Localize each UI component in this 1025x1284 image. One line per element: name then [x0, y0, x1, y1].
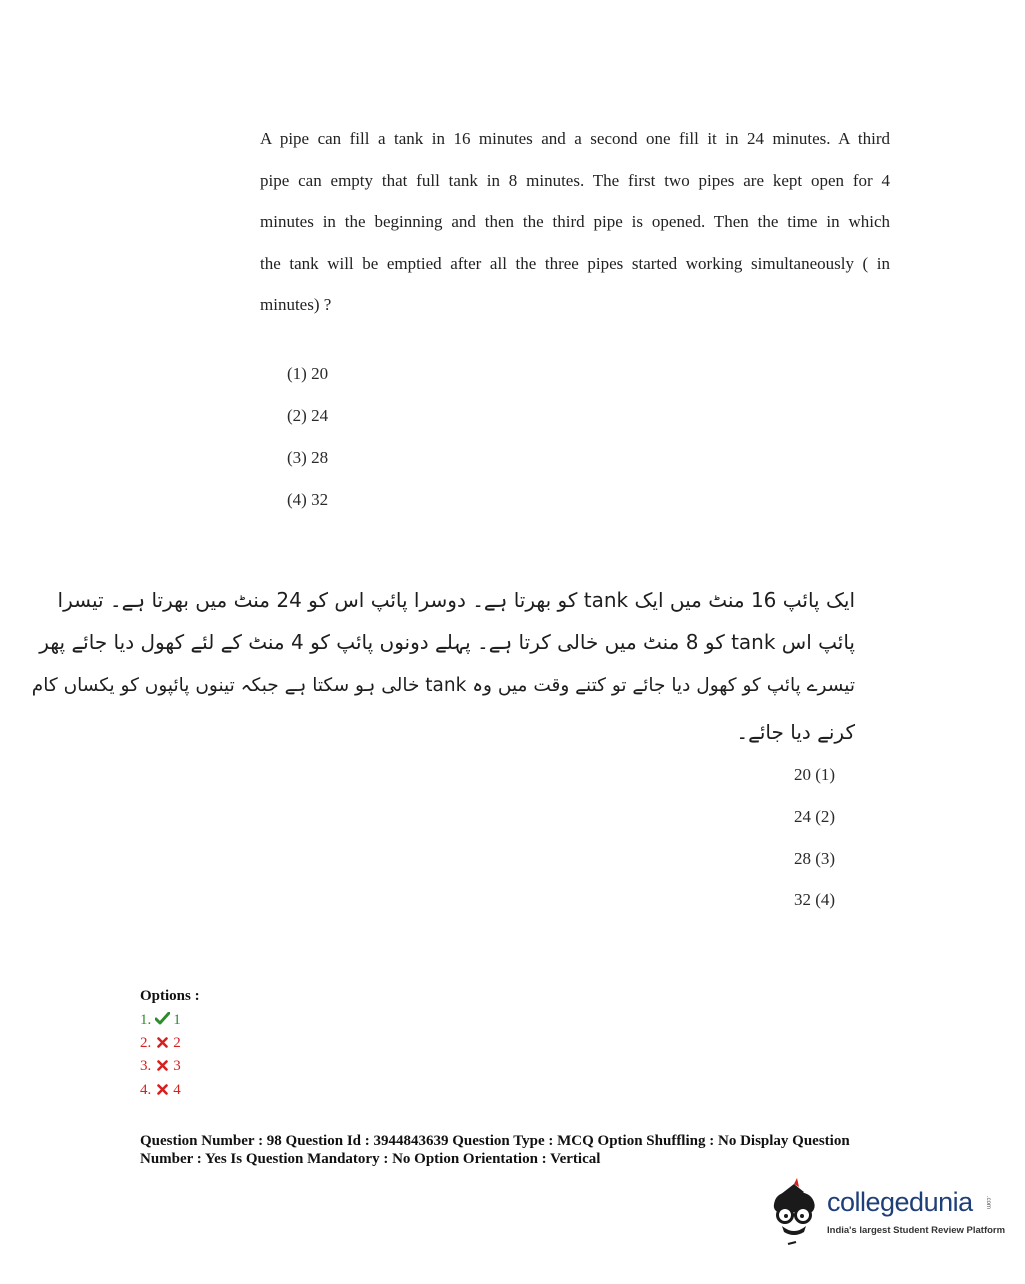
answer-option-2	[140, 1035, 181, 1052]
option-en-1: (1) 20	[287, 364, 329, 383]
answer-option-4	[140, 1082, 181, 1099]
answer-label: 1	[173, 1012, 181, 1028]
option-en-3: (3) 28	[287, 448, 329, 467]
check-icon	[155, 1012, 169, 1029]
answer-number: 4.	[140, 1082, 152, 1098]
question-urdu-line: پائپ اس tank کو 8 منٹ میں خالی کرتا ہے۔ پہلے دونوں پائپ کو 4 منٹ کے لئے کھول دیا جائے پھر	[39, 630, 855, 654]
option-ur-2: 24 (2)	[794, 807, 836, 826]
answer-label: 3	[173, 1058, 181, 1074]
option-ur-1: 20 (1)	[794, 765, 836, 784]
brand-name: collegedunia	[827, 1187, 973, 1217]
answer-option-3	[140, 1058, 181, 1075]
option-ur-3: 28 (3)	[794, 849, 836, 868]
metadata-line: Number : Yes Is Question Mandatory : No Option Orientation : Vertical	[140, 1151, 601, 1167]
options-title: Options :	[140, 988, 200, 1004]
metadata-line: Question Number : 98 Question Id : 3944843639 Question Type : MCQ Option Shuffling : No Display Question	[140, 1133, 850, 1149]
answer-number: 1.	[140, 1012, 152, 1028]
brand-tagline: India's largest Student Review Platform	[827, 1225, 1006, 1236]
collegedunia-logo	[768, 1178, 1006, 1248]
question-line: minutes) ?	[260, 295, 332, 314]
question-english	[260, 118, 890, 326]
question-urdu-line: تیسرے پائپ کو کھول دیا جائے تو کتنے وقت میں وہ tank خالی ہو سکتا ہے جبکہ تینوں پائپوں کو یکساں کام	[31, 675, 855, 696]
question-urdu-line: ایک پائپ 16 منٹ میں ایک tank کو بھرتا ہے۔ دوسرا پائپ اس کو 24 منٹ میں بھرتا ہے۔ تیسرا	[57, 588, 855, 612]
option-en-4: (4) 32	[287, 490, 329, 509]
cross-icon	[155, 1059, 169, 1075]
brand-suffix: .com	[985, 1196, 991, 1210]
mascot-icon	[768, 1178, 826, 1248]
answer-number: 2.	[140, 1035, 152, 1051]
option-ur-4: 32 (4)	[794, 890, 836, 909]
cross-icon	[155, 1083, 169, 1099]
question-line: A pipe can fill a tank in 16 minutes and a second one fill it in 24 minutes. A third	[260, 129, 890, 148]
question-line: pipe can empty that full tank in 8 minutes. The first two pipes are kept open for 4	[260, 170, 890, 190]
question-line: minutes in the beginning and then the third pipe is opened. Then the time in which	[260, 212, 890, 231]
question-line: the tank will be emptied after all the three pipes started working simultaneously ( in	[260, 253, 890, 273]
answer-number: 3.	[140, 1058, 152, 1074]
option-en-2: (2) 24	[287, 406, 329, 425]
answer-label: 2	[173, 1035, 181, 1051]
question-metadata	[140, 1132, 900, 1168]
answer-label: 4	[173, 1082, 181, 1098]
cross-icon	[155, 1036, 169, 1052]
answer-option-1	[140, 1012, 181, 1029]
question-urdu-line: کرنے دیا جائے۔	[736, 720, 855, 744]
